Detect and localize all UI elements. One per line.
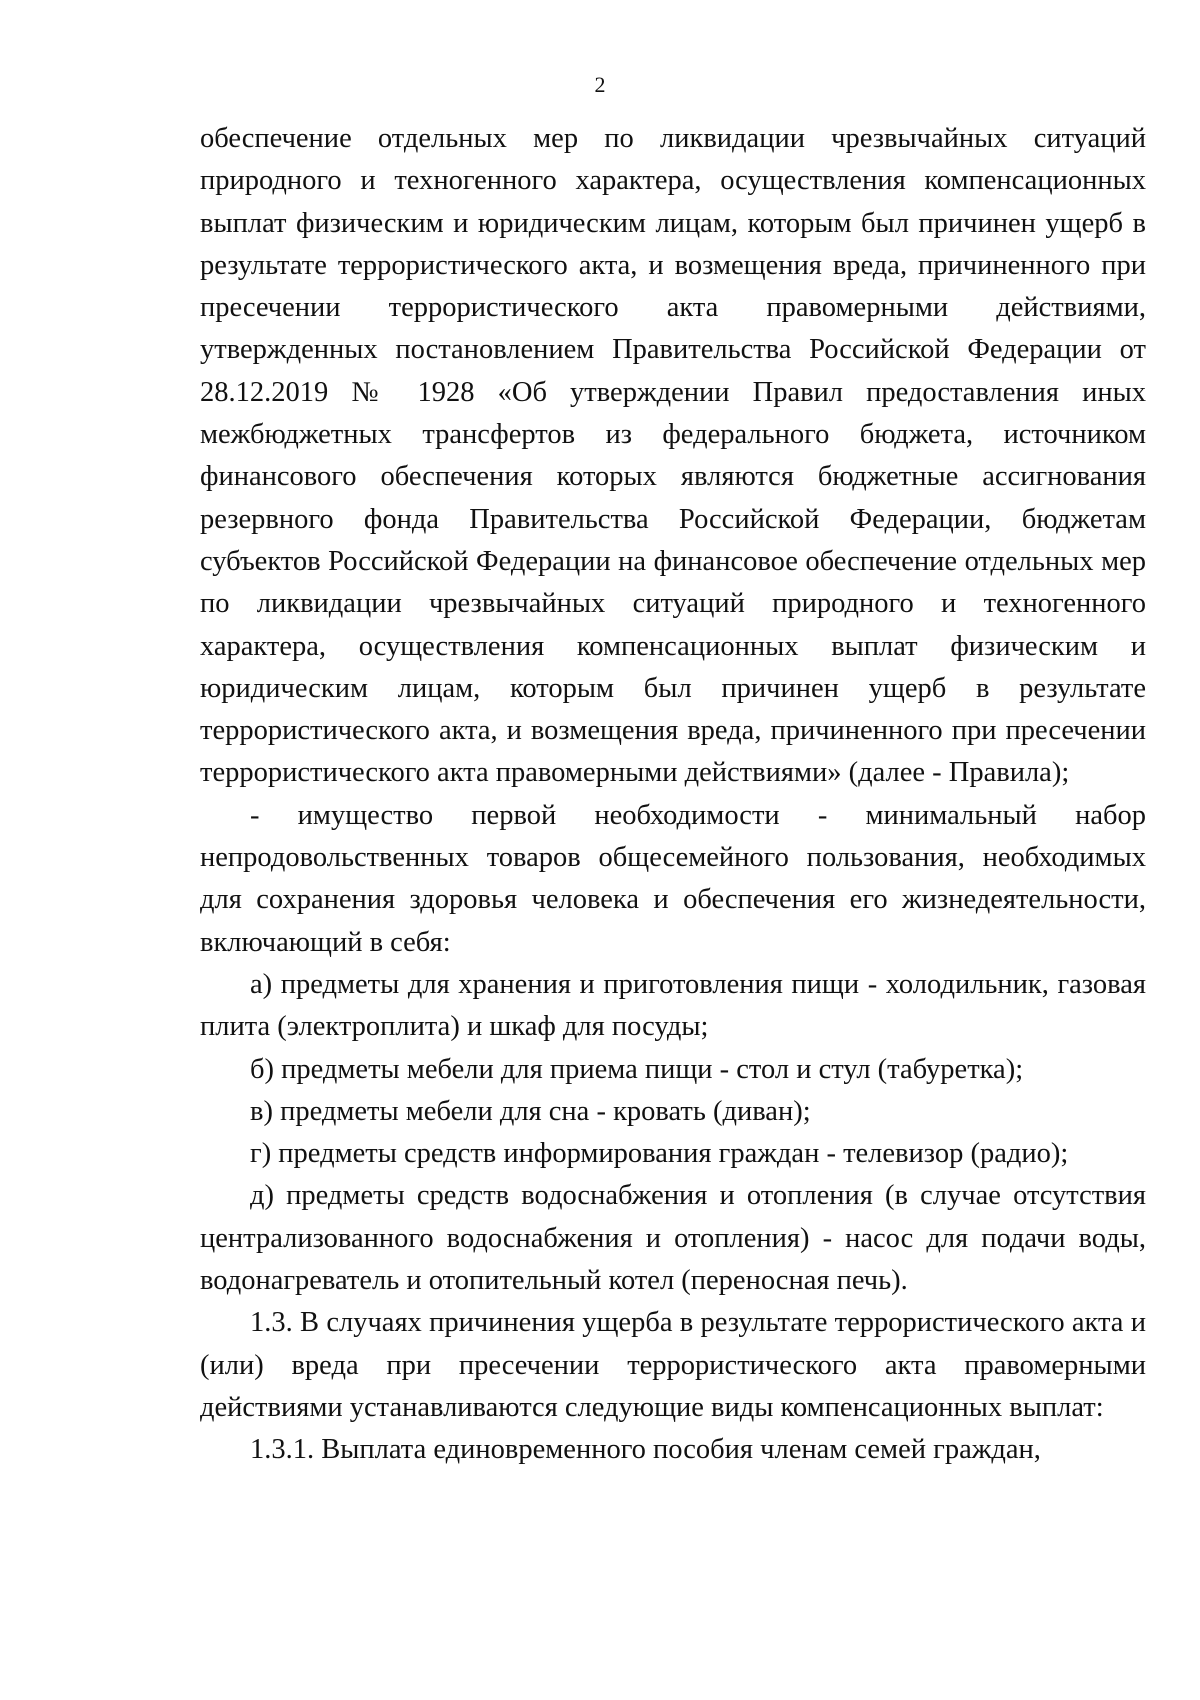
page-number: 2 [594, 72, 606, 97]
list-item-v: в) предметы мебели для сна - кровать (диван); [250, 1095, 811, 1127]
list-item-g: г) предметы средств информирования граждан - телевизор (радио); [250, 1138, 1069, 1170]
clause-1-3-1: 1.3.1. Выплата единовременного пособия членам семей граждан, [250, 1434, 1041, 1466]
list-item-a: а) предметы для хранения и приготовления пищи - холодильник, газовая плита (электроплита) и шкаф для посуды; [200, 968, 1146, 1043]
list-item-b: б) предметы мебели для приема пищи - стол и стул (табуретка); [250, 1053, 1024, 1085]
document-body [200, 118, 1146, 1472]
paragraph-definition-property: - имущество первой необходимости - минимальный набор непродовольственных товаров общесемейного пользования, необходимых для сохранения здоровья человека и обеспечения его жизнедеятельности, включающий в себя: [200, 799, 1146, 958]
paragraph-continuation: обеспечение отдельных мер по ликвидации чрезвычайных ситуаций природного и техногенного характера, осуществления компенсационных выплат физическим и юридическим лицам, которым был причинен ущерб в результате террористического акта, и возмещения вреда, причиненного при пресечении террористического акта правомерными действиями, утвержденных постановлением Правительства Российской Федерации от 28.12.2019 № 1928 «Об утверждении Правил предоставления иных межбюджетных трансфертов из федерального бюджета, источником финансового обеспечения которых являются бюджетные ассигнования резервного фонда Правительства Российской Федерации, бюджетам субъектов Российской Федерации на финансовое обеспечение отдельных мер по ликвидации чрезвычайных ситуаций природного и техногенного характера, осуществления компенсационных выплат физическим и юридическим лицам, которым был причинен ущерб в результате террористического акта, и возмещения вреда, причиненного при пресечении террористического акта правомерными действиями» (далее - Правила); [200, 123, 1146, 789]
list-item-d: д) предметы средств водоснабжения и отопления (в случае отсутствия централизованного водоснабжения и отопления) - насос для подачи воды, водонагреватель и отопительный котел (переносная печь). [200, 1180, 1146, 1297]
clause-1-3: 1.3. В случаях причинения ущерба в результате террористического акта и (или) вреда при пресечении террористического акта правомерными действиями устанавливаются следующие виды компенсационных выплат: [200, 1307, 1146, 1423]
